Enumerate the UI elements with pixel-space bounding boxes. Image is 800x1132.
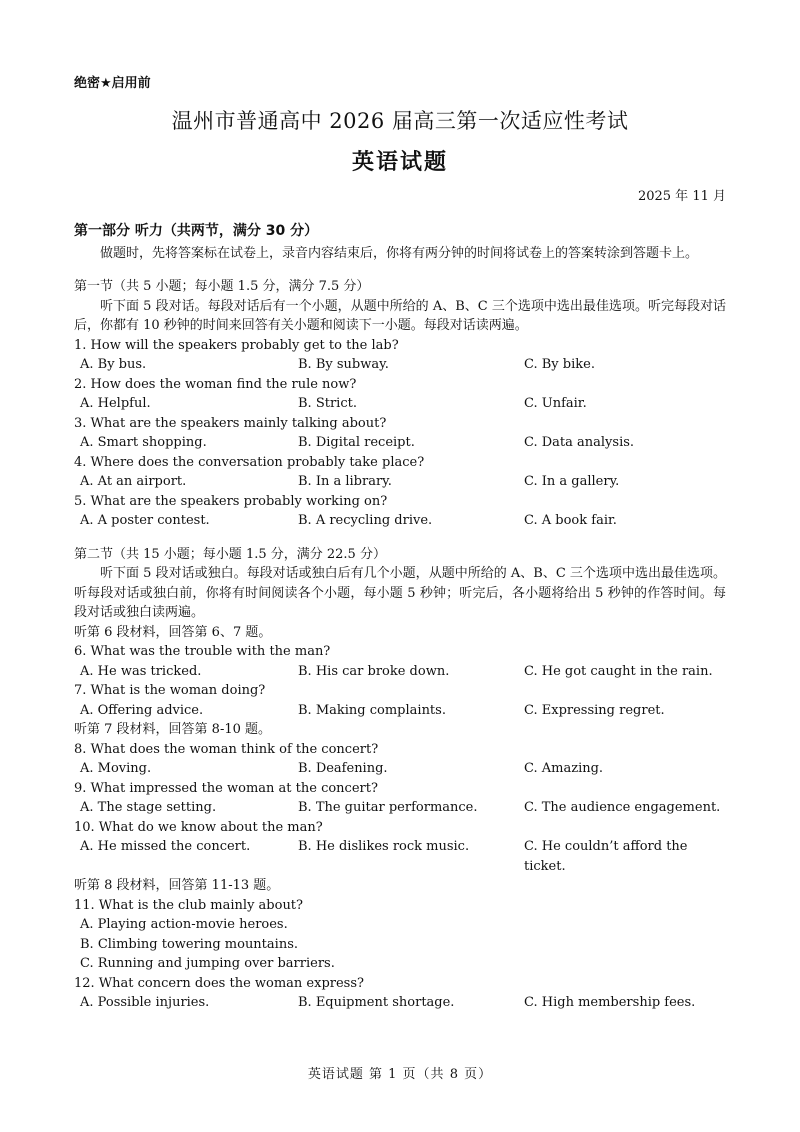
option-c: C. Running and jumping over barriers. [80, 956, 335, 971]
options-row [74, 394, 726, 414]
option-b: B. He dislikes rock music. [298, 839, 470, 854]
options-row [74, 472, 726, 492]
question-4: 4. Where does the conversation probably take place? [74, 454, 425, 470]
option-a: A. He missed the concert. [80, 839, 251, 854]
question-5: 5. What are the speakers probably working on? [74, 493, 388, 509]
options-row [74, 433, 726, 453]
part1-heading: 第一部分 听力（共两节，满分 30 分） [74, 223, 319, 239]
option-b: B. Strict. [298, 396, 357, 411]
options-row [74, 759, 726, 779]
option-c: C. Data analysis. [524, 435, 635, 450]
option-c: C. Amazing. [524, 761, 604, 776]
confidential-label: 绝密★启用前 [74, 76, 151, 91]
options-row [74, 837, 726, 876]
question-9: 9. What impressed the woman at the concert? [74, 780, 378, 796]
option-a: A. Smart shopping. [80, 435, 207, 450]
part1-instruction: 做题时，先将答案标在试卷上，录音内容结束后，你将有两分钟的时间将试卷上的答案转涂到答题卡上。 [100, 245, 699, 261]
option-a: A. The stage setting. [80, 800, 217, 815]
option-a: A. Helpful. [80, 396, 151, 411]
option-a: A. Offering advice. [80, 702, 204, 718]
options-row [74, 993, 726, 1013]
exam-date: 2025 年 11 月 [637, 189, 726, 204]
option-c: C. High membership fees. [524, 995, 696, 1010]
option-b: B. Deafening. [298, 761, 388, 776]
material-8-note: 听第 8 段材料，回答第 11-13 题。 [74, 878, 280, 893]
option-a: A. Playing action-movie heroes. [80, 917, 288, 932]
question-10: 10. What do we know about the man? [74, 819, 323, 835]
subject-title: 英语试题 [351, 150, 448, 175]
question-11: 11. What is the club mainly about? [74, 897, 304, 913]
options-row [74, 798, 726, 818]
section2-instruction: 听下面 5 段对话或独白。每段对话或独白后有几个小题，从题中所给的 A、B、C 三个选项中选出最佳选项。听每段对话或独白前，你将有时间阅读各个小题，每小题 5 秒钟；听完后，各小题将给出 5 秒钟的作答时间。每段对话或独白读两遍。 [74, 566, 726, 620]
question-3: 3. What are the speakers mainly talking about? [74, 415, 387, 431]
option-c: C. Expressing regret. [524, 702, 665, 718]
section1-heading: 第一节（共 5 小题；每小题 1.5 分，满分 7.5 分） [74, 279, 370, 294]
question-7: 7. What is the woman doing? [74, 683, 266, 698]
option-b: B. By subway. [298, 357, 389, 372]
option-b: B. His car broke down. [298, 663, 450, 679]
option-b: B. Equipment shortage. [298, 995, 455, 1010]
option-a: A. A poster contest. [80, 513, 210, 528]
option-a: A. Moving. [80, 761, 152, 776]
options-row [74, 355, 726, 375]
option-b: B. In a library. [298, 474, 392, 489]
option-c: C. A book fair. [524, 513, 617, 528]
option-b: B. A recycling drive. [298, 513, 433, 528]
exam-content [74, 222, 726, 1013]
option-b: B. The guitar performance. [298, 800, 478, 815]
option-c: C. The audience engagement. [524, 800, 721, 815]
section2-heading: 第二节（共 15 小题；每小题 1.5 分，满分 22.5 分） [74, 546, 386, 562]
question-12: 12. What concern does the woman express? [74, 975, 364, 991]
question-2: 2. How does the woman find the rule now? [74, 376, 357, 392]
section1-instruction: 听下面 5 段对话。每段对话后有一个小题，从题中所给的 A、B、C 三个选项中选出最佳选项。听完每段对话后，你都有 10 秒钟的时间来回答有关小题和阅读下一小题。每段对话读两遍。 [74, 298, 726, 333]
option-a: A. At an airport. [80, 474, 187, 489]
option-a: A. Possible injuries. [80, 995, 210, 1010]
options-row [74, 662, 726, 682]
option-a: A. By bus. [80, 357, 147, 372]
option-b: B. Climbing towering mountains. [80, 936, 298, 952]
question-1: 1. How will the speakers probably get to the lab? [74, 337, 399, 353]
exam-title: 温州市普通高中 2026 届高三第一次适应性考试 [171, 109, 629, 133]
option-c: C. By bike. [524, 357, 595, 372]
option-a: A. He was tricked. [80, 663, 202, 679]
material-6-note: 听第 6 段材料，回答第 6、7 题。 [74, 624, 272, 640]
option-c: C. He couldn’t afford the ticket. [524, 839, 688, 874]
option-b: B. Making complaints. [298, 702, 446, 718]
option-c: C. He got caught in the rain. [524, 663, 713, 679]
option-c: C. Unfair. [524, 396, 587, 411]
page-footer: 英语试题 第 1 页（共 8 页） [307, 1067, 493, 1082]
options-row [74, 701, 726, 721]
option-b: B. Digital receipt. [298, 435, 415, 450]
options-row [74, 511, 726, 531]
material-7-note: 听第 7 段材料，回答第 8-10 题。 [74, 722, 272, 737]
option-c: C. In a gallery. [524, 474, 620, 489]
question-6: 6. What was the trouble with the man? [74, 644, 331, 659]
question-8: 8. What does the woman think of the concert? [74, 741, 379, 757]
